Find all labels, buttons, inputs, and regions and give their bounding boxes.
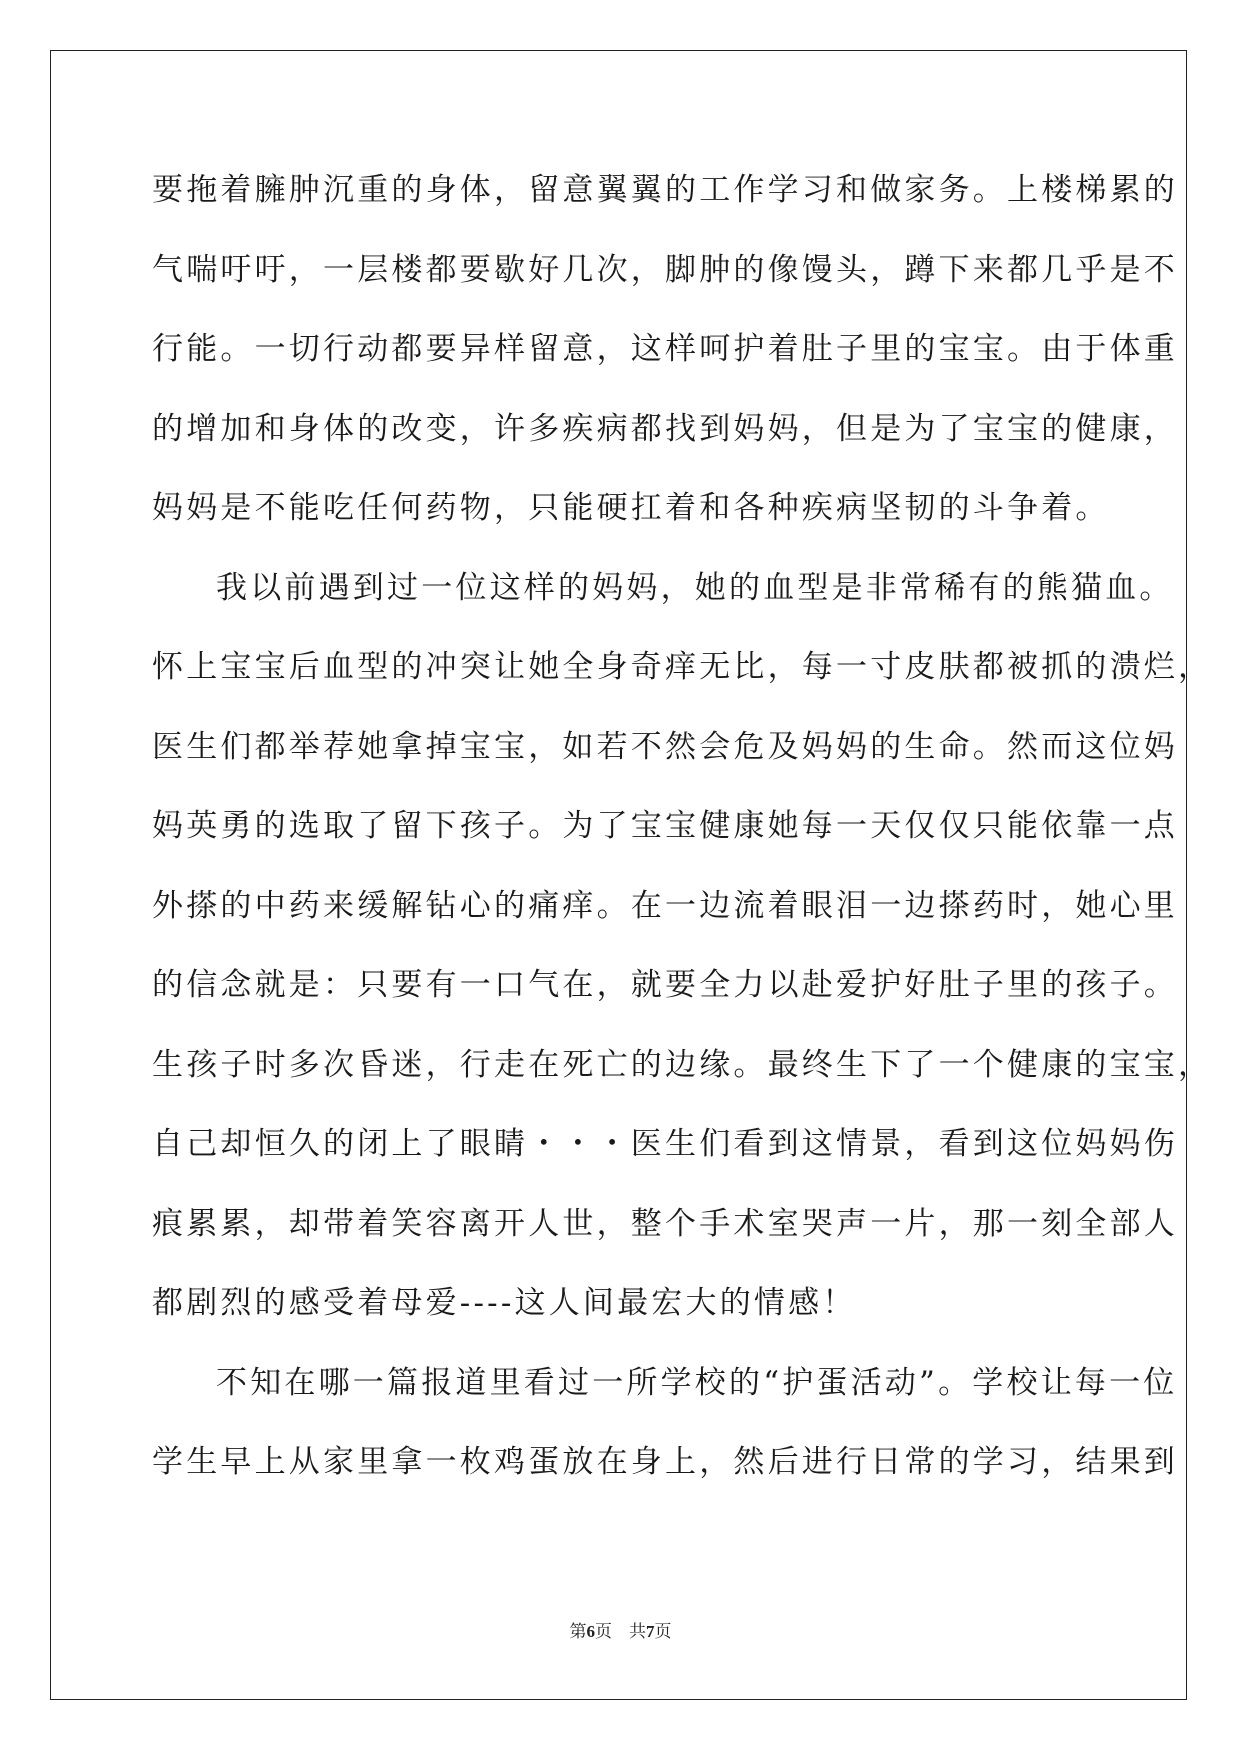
text-line: 医生们都举荐她拿掉宝宝，如若不然会危及妈妈的生命。然而这位妈 — [152, 728, 1178, 765]
text-line: 学生早上从家里拿一枚鸡蛋放在身上，然后进行日常的学习，结果到 — [152, 1444, 1178, 1480]
text-line: 的信念就是：只要有一口气在，就要全力以赴爱护好肚子里的孩子。 — [152, 967, 1178, 1003]
text-line: 行能。一切行动都要异样留意，这样呵护着肚子里的宝宝。由于体重 — [152, 331, 1178, 367]
page-number-prefix: 第 — [569, 1622, 587, 1642]
body-text — [152, 165, 1213, 1517]
text-line: 气喘吁吁，一层楼都要歇好几次，脚肿的像馒头，蹲下来都几乎是不 — [152, 251, 1178, 288]
paragraph-first-line: 不知在哪一篇报道里看过一所学校的“护蛋活动”。学校让每一位 — [216, 1364, 1178, 1401]
text-line: 生孩子时多次昏迷，行走在死亡的边缘。最终生下了一个健康的宝宝， — [152, 1046, 1213, 1083]
text-line: 要拖着臃肿沉重的身体，留意翼翼的工作学习和做家务。上楼梯累的 — [152, 172, 1178, 208]
paragraph-first-line: 我以前遇到过一位这样的妈妈，她的血型是非常稀有的熊猫血。 — [216, 569, 1174, 606]
text-line: 痕累累，却带着笑容离开人世，整个手术室哭声一片，那一刻全部人 — [152, 1205, 1178, 1242]
text-line: 的增加和身体的改变，许多疾病都找到妈妈，但是为了宝宝的健康， — [152, 410, 1178, 447]
text-line: 外搽的中药来缓解钻心的痛痒。在一边流着眼泪一边搽药时，她心里 — [152, 887, 1178, 924]
page-number-current: 6 — [586, 1622, 595, 1641]
text-line: 都剧烈的感受着母爱----这人间最宏大的情感！ — [152, 1285, 857, 1321]
page-number-suffix: 页 — [654, 1622, 672, 1642]
text-line: 妈英勇的选取了留下孩子。为了宝宝健康她每一天仅仅只能依靠一点 — [152, 808, 1178, 844]
text-line: 怀上宝宝后血型的冲突让她全身奇痒无比，每一寸皮肤都被抓的溃烂， — [152, 649, 1213, 685]
text-line: 自己却恒久的闭上了眼睛・・・医生们看到这情景，看到这位妈妈伤 — [152, 1126, 1178, 1162]
page-number-total: 7 — [646, 1622, 655, 1641]
text-line: 妈妈是不能吃任何药物，只能硬扛着和各种疾病坚韧的斗争着。 — [152, 490, 1110, 526]
page-number-mid: 页 共 — [595, 1622, 646, 1642]
page-footer — [0, 1620, 1241, 1644]
